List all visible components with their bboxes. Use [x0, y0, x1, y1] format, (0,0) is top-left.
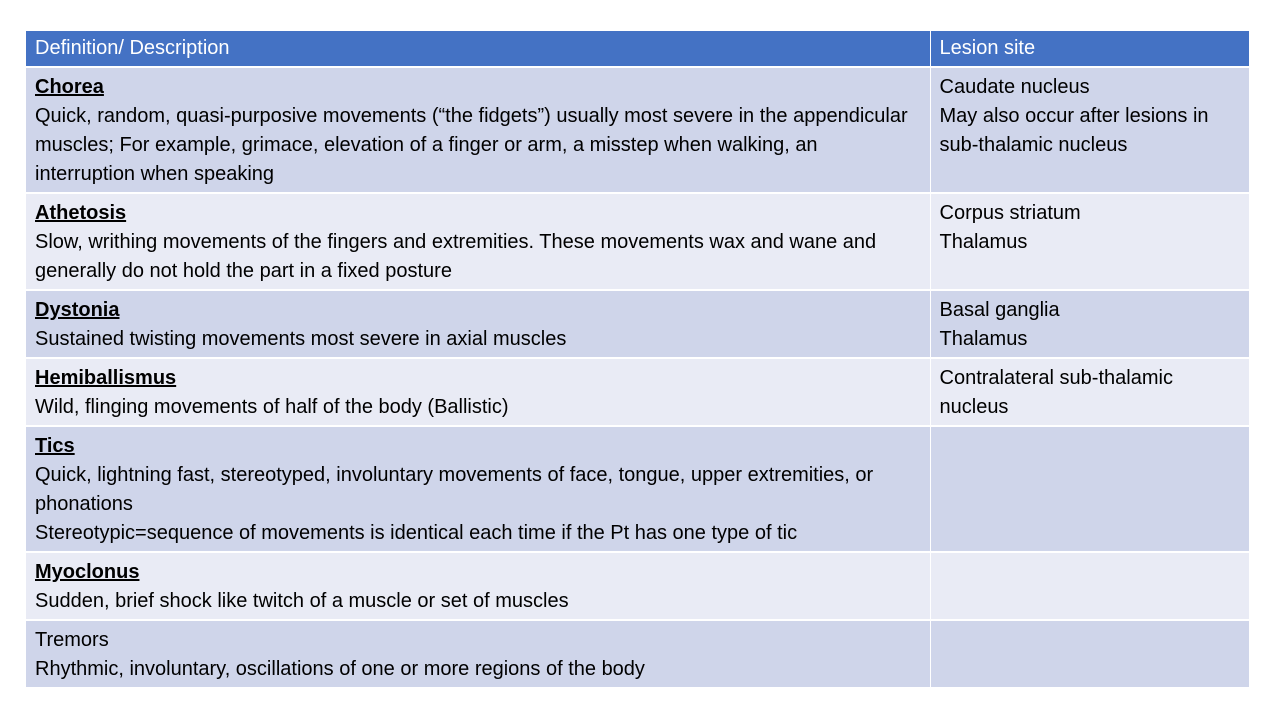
lesion-text: Basal ganglia [939, 299, 1060, 321]
term-dystonia: Dystonia [35, 299, 120, 321]
table-row [26, 426, 1249, 552]
description-text: Stereotypic=sequence of movements is identical each time if the Pt has one type of tic [35, 522, 798, 544]
term-tremors: Tremors [35, 629, 109, 651]
lesion-cell [930, 426, 1249, 552]
definition-cell [26, 426, 930, 552]
table-row [26, 620, 1249, 688]
table-row [26, 358, 1249, 426]
lesion-text: Thalamus [939, 231, 1028, 253]
lesion-text: Contralateral sub-thalamic nucleus [939, 367, 1173, 418]
definition-cell [26, 67, 930, 193]
description-text: Quick, lightning fast, stereotyped, involuntary movements of face, tongue, upper extremities, or phonations [35, 464, 874, 515]
lesion-text: Thalamus [939, 328, 1028, 350]
description-text: Wild, flinging movements of half of the body (Ballistic) [35, 396, 509, 418]
lesion-cell [930, 290, 1249, 358]
lesion-text: Corpus striatum [939, 202, 1081, 224]
movement-disorders-table [26, 31, 1250, 689]
table-row [26, 290, 1249, 358]
definition-cell [26, 290, 930, 358]
definition-cell [26, 552, 930, 620]
lesion-cell [930, 552, 1249, 620]
term-athetosis: Athetosis [35, 202, 127, 224]
term-hemiballismus: Hemiballismus [35, 367, 177, 389]
table-row [26, 193, 1249, 290]
term-myoclonus: Myoclonus [35, 561, 140, 583]
description-text: Rhythmic, involuntary, oscillations of one or more regions of the body [35, 658, 645, 680]
definition-cell [26, 193, 930, 290]
lesion-text: May also occur after lesions in sub-thalamic nucleus [939, 105, 1209, 156]
table-row [26, 552, 1249, 620]
table-row [26, 67, 1249, 193]
term-tics: Tics [35, 435, 75, 457]
header-lesion-site: Lesion site [930, 31, 1249, 67]
lesion-cell [930, 620, 1249, 688]
lesion-text: Caudate nucleus [939, 76, 1090, 98]
definition-cell [26, 620, 930, 688]
lesion-cell [930, 67, 1249, 193]
lesion-cell [930, 193, 1249, 290]
table-header-row [26, 31, 1249, 67]
description-text: Sustained twisting movements most severe in axial muscles [35, 328, 567, 350]
header-definition: Definition/ Description [26, 31, 930, 67]
description-text: Quick, random, quasi-purposive movements (“the fidgets”) usually most severe in the appendicular muscles; For example, grimace, elevation of a finger or arm, a misstep when walking, an interruption when speaking [35, 105, 908, 185]
description-text: Sudden, brief shock like twitch of a muscle or set of muscles [35, 590, 569, 612]
definition-cell [26, 358, 930, 426]
term-chorea: Chorea [35, 76, 104, 98]
description-text: Slow, writhing movements of the fingers and extremities. These movements wax and wane and generally do not hold the part in a fixed posture [35, 231, 877, 282]
lesion-cell [930, 358, 1249, 426]
